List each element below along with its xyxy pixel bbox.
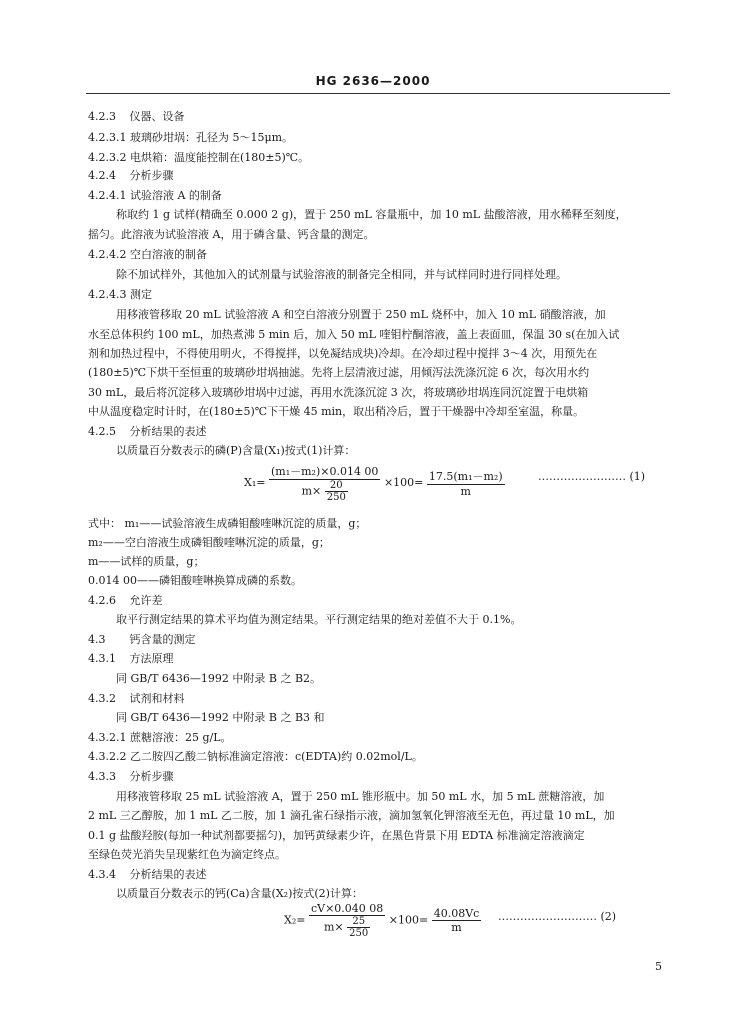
formula-1-inner-fraction <box>325 480 348 503</box>
formula-2-den-prefix: m× <box>324 920 344 934</box>
page-header: HG 2636—2000 <box>315 74 431 88</box>
section-title: 分析步骤 <box>129 770 174 783</box>
section-number: 4.3.3 <box>88 770 116 783</box>
formula-2-fraction-b <box>432 907 482 934</box>
formula-2-inner-fraction <box>347 916 370 939</box>
header-rule <box>86 93 670 94</box>
formula-2-label: ……………………… (2) <box>498 910 617 923</box>
section-title: 仪器、设备 <box>129 110 185 123</box>
formula-1-inner-den: 250 <box>326 492 346 503</box>
body-text-line: (180±5)℃下烘干至恒重的玻璃砂坩埚抽滤。先将上层清液过滤，用倾泻法洗涤沉淀 6 次，每次用水约 <box>88 366 590 379</box>
section-heading <box>88 151 309 165</box>
formula-1-denominator <box>269 480 380 503</box>
body-text-line: 2 mL 三乙醇胺，加 1 mL 乙二胺，加 1 滴孔雀石绿指示液，滴加氢氧化钾溶液至无色，再过量 10 mL，加 <box>88 809 615 822</box>
body-text-line: 水至总体积约 100 mL，加热煮沸 5 min 后，加入 50 mL 喹钼柠酮溶液，盖上表面皿，保温 30 s(在加入试 <box>88 328 620 341</box>
formula-1-label: …………………… (1) <box>538 470 646 483</box>
section-heading <box>88 594 163 608</box>
section-heading <box>88 750 423 764</box>
formula-2-denominator <box>309 916 385 939</box>
body-text-line: 至绿色荧光消失呈现紫红色为滴定终点。 <box>88 848 286 861</box>
section-title: 允许差 <box>129 594 163 607</box>
section-number: 4.3.1 <box>88 652 116 665</box>
body-text-line: 30 mL，最后将沉淀移入玻璃砂坩埚中过滤，再用水洗涤沉淀 3 次，将玻璃砂坩埚连同沉淀置于电烘箱 <box>88 386 589 399</box>
section-heading <box>88 169 174 183</box>
section-number: 4.3.2.1 <box>88 731 127 744</box>
body-text-line: 同 GB/T 6436—1992 中附录 B 之 B3 和 <box>116 711 325 724</box>
formula-1-numerator: (m₁－m₂)×0.014 00 <box>270 465 379 478</box>
section-heading <box>88 652 174 666</box>
body-text-line: m——试样的质量，g； <box>88 555 205 568</box>
body-text-line: 以质量百分数表示的钙(Ca)含量(X₂)按式(2)计算： <box>116 887 363 900</box>
section-number: 4.2.4.1 <box>88 189 127 202</box>
section-title: 分析结果的表述 <box>129 425 207 438</box>
body-text-line: 式中： m₁——试验溶液生成磷钼酸喹啉沉淀的质量，g； <box>88 517 367 530</box>
section-heading <box>88 425 207 439</box>
section-number: 4.3 <box>88 633 106 646</box>
section-heading <box>88 110 185 124</box>
section-heading <box>88 288 152 302</box>
body-text-line: m₂——空白溶液生成磷钼酸喹啉沉淀的质量，g； <box>88 536 330 549</box>
section-number: 4.3.2 <box>88 692 116 705</box>
formula-2-lhs: X₂= <box>284 913 306 927</box>
section-heading <box>88 770 174 784</box>
formula-1-num2: 17.5(m₁－m₂) <box>428 470 503 483</box>
section-title: 乙二胺四乙酸二钠标准滴定溶液：c(EDTA)约 0.02mol/L。 <box>129 750 423 763</box>
formula-1 <box>244 463 505 503</box>
section-heading <box>88 131 293 145</box>
formula-1-lhs: X₁= <box>244 476 266 489</box>
formula-2-inner-num: 25 <box>347 916 370 928</box>
section-heading <box>88 248 207 262</box>
formula-2-inner-den: 250 <box>349 928 369 939</box>
body-text-line: 用移液管移取 20 mL 试验溶液 A 和空白溶液分别置于 250 mL 烧杯中，加入 10 mL 硝酸溶液，加 <box>116 308 606 321</box>
body-text-line: 中从温度稳定时计时，在(180±5)℃下干燥 45 min，取出稍冷后，置于干燥器中冷却至室温，称量。 <box>88 405 585 418</box>
section-number: 4.2.3.1 <box>88 131 127 144</box>
section-title: 蔗糖溶液：25 g/L。 <box>129 731 232 744</box>
body-text-line: 同 GB/T 6436—1992 中附录 B 之 B2。 <box>116 672 322 685</box>
section-number: 4.2.3 <box>88 110 116 123</box>
section-number: 4.2.6 <box>88 594 116 607</box>
formula-1-den2: m <box>460 485 471 498</box>
body-text-line: 以质量百分数表示的磷(P)含量(X₁)按式(1)计算： <box>116 444 356 457</box>
section-title: 试剂和材料 <box>129 692 185 705</box>
body-text-line: 剂和加热过程中，不得使用明火，不得搅拌，以免凝结成块)冷却。在冷却过程中搅拌 3～4 次，用预先在 <box>88 347 598 360</box>
formula-1-fraction-a <box>269 463 380 503</box>
formula-1-fraction-b <box>427 468 505 498</box>
formula-2-mid: ×100= <box>388 913 429 927</box>
section-title: 空白溶液的制备 <box>129 248 207 261</box>
section-number: 4.2.3.2 <box>88 151 127 164</box>
body-text-line: 取平行测定结果的算术平均值为测定结果。平行测定结果的绝对差值不大于 0.1%。 <box>116 613 522 626</box>
body-text-line: 称取约 1 g 试样(精确至 0.000 2 g)，置于 250 mL 容量瓶中，加 10 mL 盐酸溶液，用水稀释至刻度， <box>116 208 627 221</box>
section-heading <box>88 189 222 203</box>
formula-1-mid: ×100= <box>383 476 424 489</box>
section-heading <box>88 692 185 706</box>
body-text-line: 用移液管移取 25 mL 试验溶液 A，置于 250 mL 锥形瓶中。加 50 mL 水，加 5 mL 蔗糖溶液，加 <box>116 790 605 803</box>
body-text-line: 摇匀。此溶液为试验溶液 A，用于磷含量、钙含量的测定。 <box>88 228 375 241</box>
section-title: 方法原理 <box>129 652 174 665</box>
body-text-line: 除不加试样外，其他加入的试剂量与试验溶液的制备完全相同，并与试样同时进行同样处理。 <box>116 268 567 281</box>
body-text-line: 0.1 g 盐酸羟胺(每加一种试剂都要摇匀)，加钙黄绿素少许，在黑色背景下用 EDTA 标准滴定溶液滴定 <box>88 829 585 842</box>
section-title: 玻璃砂坩埚：孔径为 5～15μm。 <box>129 131 294 144</box>
section-number: 4.3.2.2 <box>88 750 127 763</box>
formula-2-fraction-a <box>309 902 385 939</box>
page-number: 5 <box>655 960 662 973</box>
formula-2-den2: m <box>451 921 462 934</box>
section-number: 4.2.4 <box>88 169 116 182</box>
section-number: 4.2.4.3 <box>88 288 127 301</box>
section-title: 电烘箱：温度能控制在(180±5)℃。 <box>129 151 310 164</box>
section-title: 分析步骤 <box>129 169 174 182</box>
formula-1-den-prefix: m× <box>301 484 322 498</box>
body-text-line: 0.014 00——磷钼酸喹啉换算成磷的系数。 <box>88 574 302 587</box>
section-title: 测定 <box>129 288 152 301</box>
formula-2-num2: 40.08Vc <box>433 907 480 920</box>
formula-2 <box>284 902 481 939</box>
section-heading <box>88 868 207 882</box>
section-number: 4.2.5 <box>88 425 116 438</box>
section-number: 4.3.4 <box>88 868 116 881</box>
section-title: 分析结果的表述 <box>129 868 207 881</box>
section-title: 钙含量的测定 <box>129 633 196 646</box>
section-number: 4.2.4.2 <box>88 248 127 261</box>
section-heading <box>88 633 196 647</box>
formula-1-inner-num: 20 <box>325 480 348 492</box>
section-heading <box>88 731 232 745</box>
formula-2-numerator: cV×0.040 08 <box>310 902 384 915</box>
section-title: 试验溶液 A 的制备 <box>129 189 222 202</box>
